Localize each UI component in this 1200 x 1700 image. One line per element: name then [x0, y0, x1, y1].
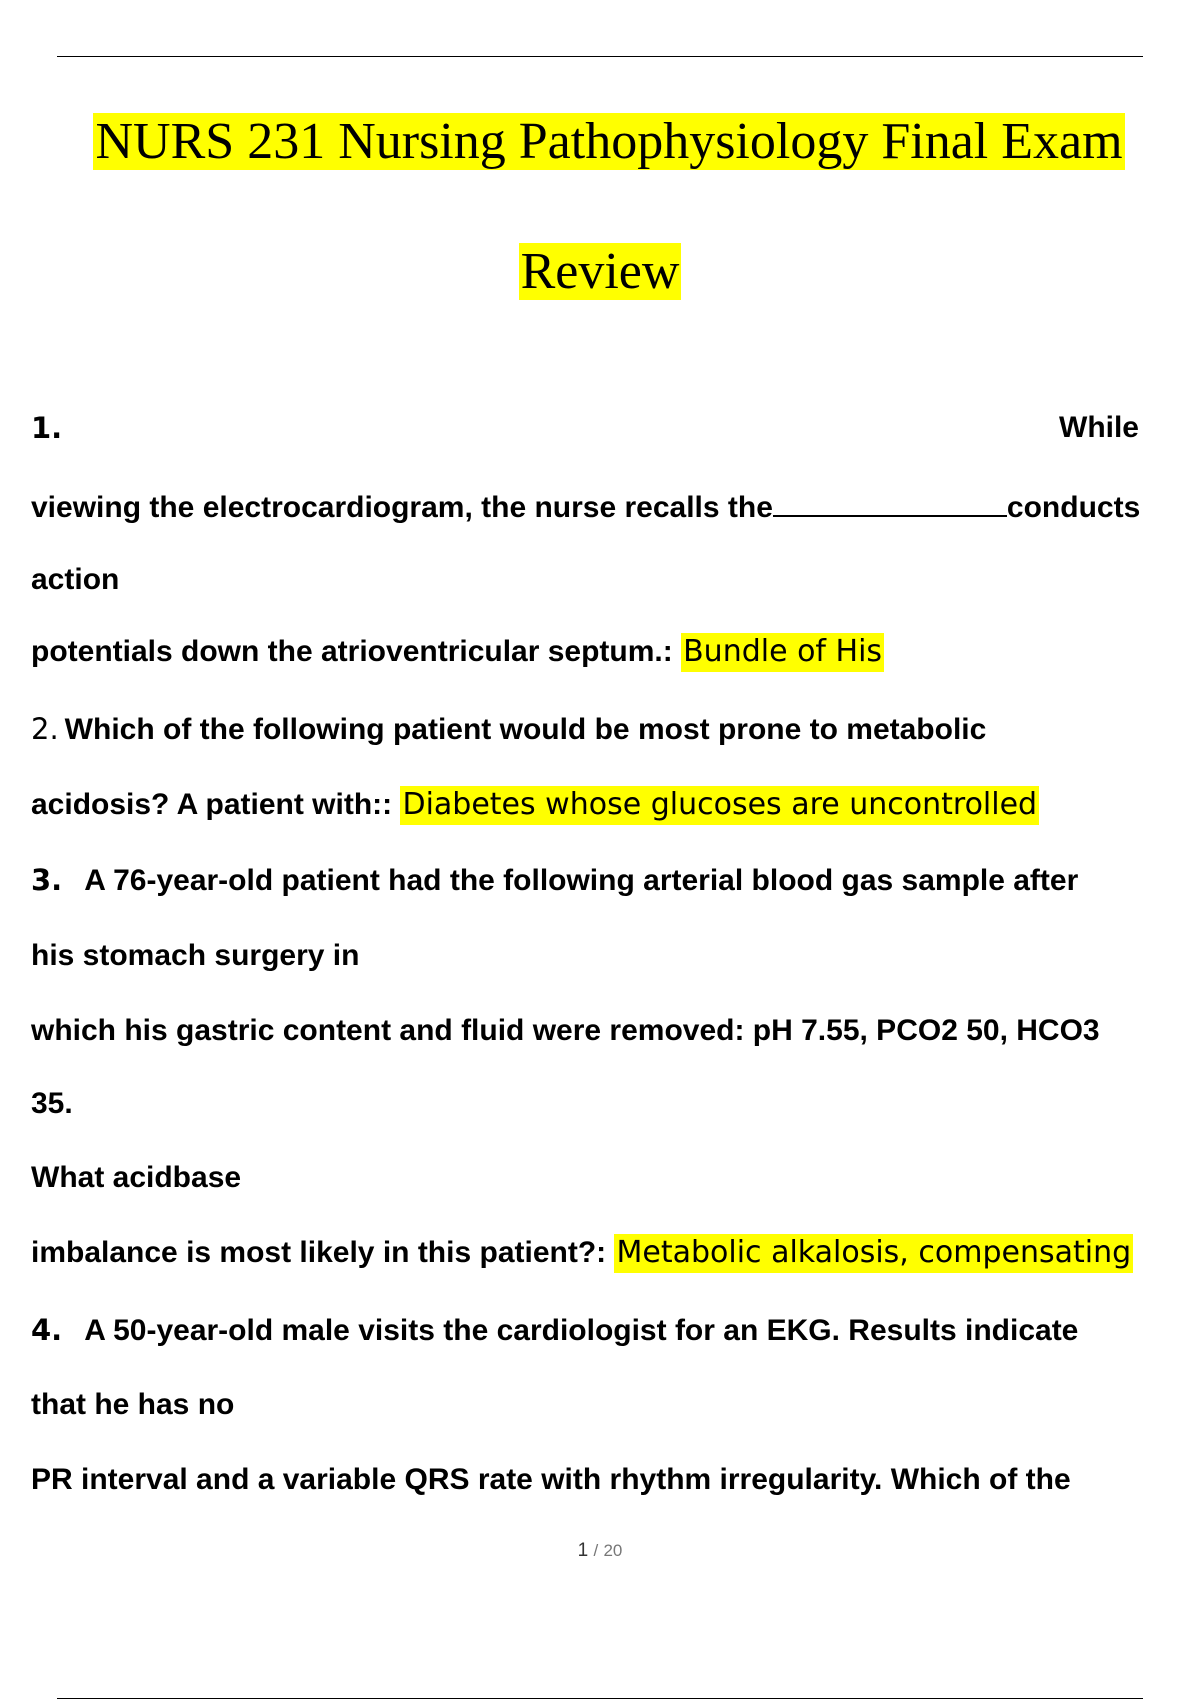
question-3-line-6	[31, 1235, 1133, 1271]
question-1-answer: Bundle of His	[681, 633, 884, 672]
question-4-number: 4.	[31, 1313, 63, 1347]
question-4-line-1	[31, 1312, 1078, 1349]
question-2-text: acidosis? A patient with::	[31, 788, 401, 821]
question-1-line-2: action	[31, 563, 120, 596]
bottom-rule	[57, 1698, 1143, 1699]
question-1-line-1	[31, 487, 1140, 526]
question-3-answer: Metabolic alkalosis, compensating	[614, 1234, 1133, 1273]
question-4-line-2: that he has no	[31, 1388, 235, 1421]
top-rule	[57, 56, 1143, 57]
question-1-right-word: While	[1059, 411, 1139, 444]
current-page: 1	[577, 1540, 589, 1561]
question-3-text: imbalance is most likely in this patient?:	[31, 1236, 615, 1269]
question-2-number: 2.	[31, 712, 59, 746]
question-1-text: conducts	[1006, 491, 1141, 524]
question-1-text: viewing the electrocardiogram, the nurse recalls the	[31, 491, 773, 524]
question-3-line-2: his stomach surgery in	[31, 939, 360, 972]
question-3-text: A 76-year-old patient had the following arterial blood gas sample after	[84, 864, 1079, 897]
document-title-line-2	[0, 240, 1200, 304]
question-4-text: A 50-year-old male visits the cardiologist for an EKG. Results indicate	[84, 1314, 1079, 1347]
question-3-number: 3.	[31, 863, 63, 897]
question-2-answer: Diabetes whose glucoses are uncontrolled	[400, 786, 1039, 825]
question-2-text: Which of the following patient would be most prone to metabolic	[64, 713, 987, 746]
question-3-line-4: 35.	[31, 1087, 73, 1120]
page-number	[0, 1540, 1200, 1562]
question-1-line-3	[31, 634, 884, 670]
question-2-line-1	[31, 711, 986, 748]
question-3-line-1	[31, 862, 1078, 899]
document-title-line-1	[0, 110, 1200, 174]
title-highlight: Review	[520, 243, 680, 300]
question-3-line-3: which his gastric content and fluid were removed: pH 7.55, PCO2 50, HCO3	[31, 1014, 1100, 1047]
title-highlight: NURS 231 Nursing Pathophysiology Final Exam	[95, 113, 1123, 170]
total-pages: 20	[603, 1541, 623, 1560]
question-4-line-3: PR interval and a variable QRS rate with rhythm irregularity. Which of the	[31, 1463, 1071, 1496]
page-separator: /	[593, 1541, 599, 1560]
question-2-line-2	[31, 787, 1039, 823]
fill-in-blank	[773, 487, 1007, 517]
question-1-text: potentials down the atrioventricular septum.:	[31, 635, 682, 668]
question-3-line-5: What acidbase	[31, 1161, 242, 1194]
question-1-number: 1.	[31, 411, 63, 445]
